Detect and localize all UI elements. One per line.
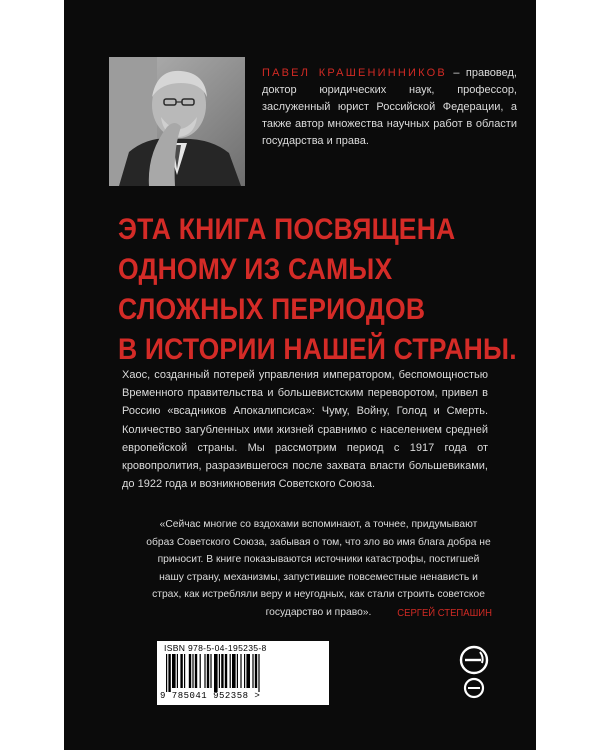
author-bio-text: – правовед, доктор юридических наук, профессор, заслуженный юрист Российской Федерации, а также автор множества научных работ в области государства и права. xyxy=(262,67,517,147)
back-cover xyxy=(64,0,536,750)
author-photo xyxy=(109,57,245,186)
quote-author: СЕРГЕЙ СТЕПАШИН xyxy=(397,608,492,619)
headline-line: СЛОЖНЫХ ПЕРИОДОВ xyxy=(118,293,426,326)
isbn-number: ISBN 978-5-04-195235-8 xyxy=(164,643,267,653)
review-quote: «Сейчас многие со вздохами вспоминают, а точнее, придумывают образ Советского Союза, забывая о том, что зло во имя блага добра не приносит. В книге показываются источники катастрофы, постигшей нашу страну, механизмы, запустившие повсеместные ненависть и страх, как истребляли веру и неугодных, как стали строить советское государство и право». xyxy=(146,519,491,618)
headline-line: ЭТА КНИГА ПОСВЯЩЕНА xyxy=(118,213,456,246)
author-name: ПАВЕЛ КРАШЕНИННИКОВ xyxy=(262,67,447,79)
author-bio xyxy=(262,65,517,150)
book-description: Хаос, созданный потерей управления императором, беспомощностью Временного правительства и большевистским переворотом, привел в Россию «всадников Апокалипсиса»: Чуму, Войну, Голод и Смерть. Количество загубленных ими жизней сравнимо с населением средней европейской страны. Мы рассмотрим период с 1917 года от кровопролития, разразившегося после захвата власти большевиками, до 1922 года и возникновения Советского Союза. xyxy=(122,369,488,491)
headline-line: В ИСТОРИИ НАШЕЙ СТРАНЫ. xyxy=(118,333,517,366)
eksmo-logo-icon xyxy=(459,645,489,700)
barcode-icon xyxy=(166,654,318,692)
barcode-panel xyxy=(157,641,329,705)
headline xyxy=(118,210,517,370)
barcode-digits: 9 785041 952358 > xyxy=(160,691,261,701)
headline-line: ОДНОМУ ИЗ САМЫХ xyxy=(118,253,393,286)
